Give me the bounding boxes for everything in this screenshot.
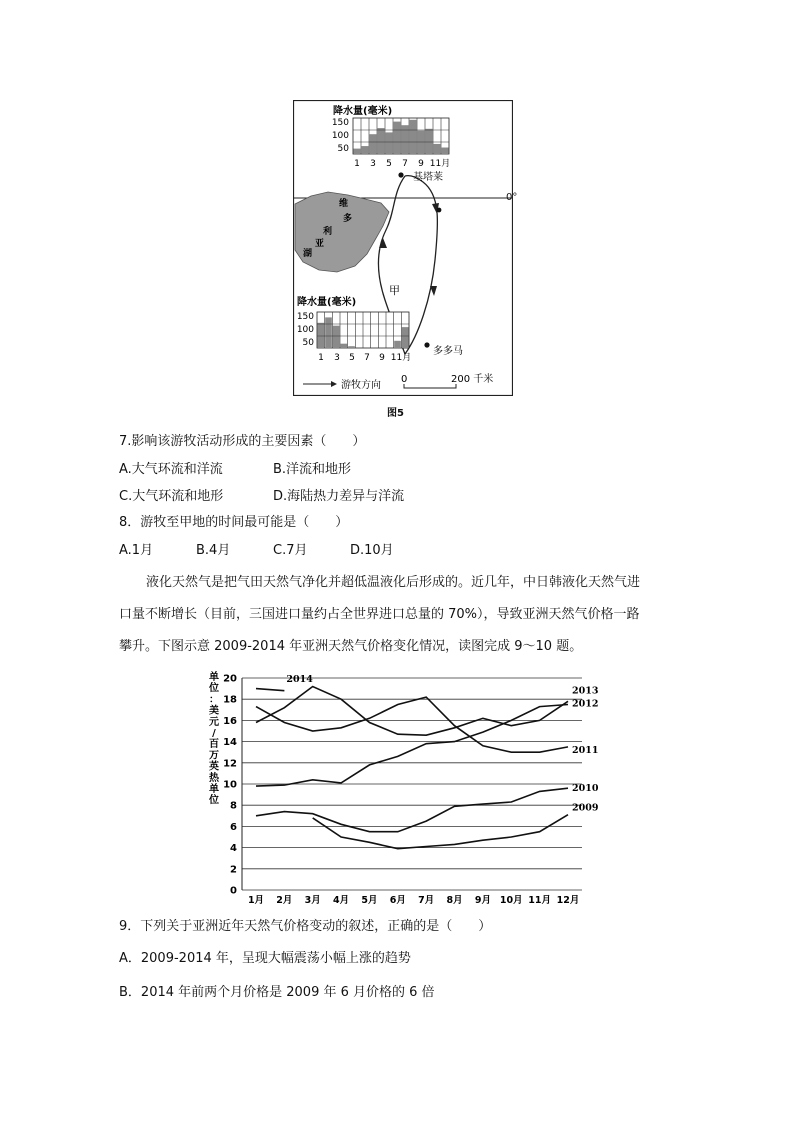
top-rain-bar-1 xyxy=(354,149,361,154)
bottom-rain-title: 降水量(毫米) xyxy=(297,297,357,308)
top-rain-bar-10 xyxy=(426,129,433,154)
bottom-month-7: 7 xyxy=(364,353,370,363)
bottom-ytick-50: 50 xyxy=(302,338,314,348)
q8-option-b: B.4月 xyxy=(196,543,231,558)
q8-option-c: C.7月 xyxy=(273,543,308,558)
bottom-rain-bar-5 xyxy=(348,346,355,348)
y-tick-label: 18 xyxy=(223,694,237,706)
legend-arrow-head xyxy=(331,381,337,387)
passage-line-1: 液化天然气是把气田天然气净化并超低温液化后形成的。近几年，中日韩液化天然气进 xyxy=(146,575,641,590)
series-label-2012: 2012 xyxy=(572,698,599,710)
y-axis-label-char: / xyxy=(212,728,216,739)
series-line-2014 xyxy=(256,689,284,691)
top-month-11: 11月 xyxy=(429,159,451,169)
bottom-rain-bar-2 xyxy=(325,317,332,348)
x-tick-label: 1月 xyxy=(247,895,265,906)
bottom-ytick-100: 100 xyxy=(296,325,314,335)
series-label-2013: 2013 xyxy=(572,685,599,697)
top-ytick-50: 50 xyxy=(337,144,349,154)
bottom-month-1: 1 xyxy=(318,353,324,363)
y-tick-label: 8 xyxy=(230,800,237,812)
top-rain-bar-12 xyxy=(442,148,449,154)
top-rain-bar-9 xyxy=(418,131,425,154)
bottom-rain-bar-4 xyxy=(341,344,348,348)
q8-option-d: D.10月 xyxy=(350,543,394,558)
y-tick-label: 12 xyxy=(223,758,237,770)
bottom-rain-bar-11 xyxy=(394,341,401,348)
y-axis-label-char: 单 xyxy=(209,784,219,795)
q7-option-c: C.大气环流和地形 xyxy=(119,489,224,504)
scale-zero: 0 xyxy=(401,374,408,385)
series-label-2010: 2010 xyxy=(572,783,599,795)
y-tick-label: 16 xyxy=(223,715,237,727)
x-tick-label: 9月 xyxy=(474,895,491,906)
top-rain-bar-8 xyxy=(410,120,417,154)
y-tick-label: 6 xyxy=(230,821,237,833)
east-point-dot xyxy=(437,208,442,213)
y-axis-label-char: 热 xyxy=(209,772,219,784)
figure-5-caption: 图5 xyxy=(387,408,404,419)
lake-char-3: 利 xyxy=(323,227,333,237)
top-ytick-100: 100 xyxy=(331,131,349,141)
series-label-2011: 2011 xyxy=(572,744,599,756)
place-jia: 甲 xyxy=(389,284,400,297)
passage-line-2: 口量不断增长（目前，三国进口量约占全世界进口总量的 70%），导致亚洲天然气价格一路 xyxy=(119,607,640,622)
x-tick-label: 6月 xyxy=(389,895,406,906)
lake-char-2: 多 xyxy=(343,214,353,224)
y-tick-label: 0 xyxy=(230,885,237,897)
bottom-rain-bar-3 xyxy=(333,326,340,348)
legend-label: 游牧方向 xyxy=(341,380,381,391)
q7-option-b: B.洋流和地形 xyxy=(273,462,352,477)
y-axis-label-char: 位 xyxy=(209,795,219,807)
x-tick-label: 4月 xyxy=(333,895,350,906)
figure-5-map xyxy=(293,100,513,396)
bottom-month-3: 3 xyxy=(334,353,340,363)
x-tick-label: 5月 xyxy=(361,895,378,906)
x-tick-label: 10月 xyxy=(499,895,523,906)
top-month-5: 5 xyxy=(386,159,392,169)
kitale-label: 基塔莱 xyxy=(413,172,443,183)
y-axis-label-char: 位 xyxy=(209,683,219,695)
top-rain-title: 降水量(毫米) xyxy=(333,106,393,117)
bottom-rain-chart xyxy=(317,312,409,348)
top-month-1: 1 xyxy=(354,159,360,169)
bottom-rain-bar-1 xyxy=(318,323,325,348)
lake-char-1: 维 xyxy=(339,199,349,209)
top-rain-bar-2 xyxy=(362,146,369,154)
lake-char-5: 湖 xyxy=(303,249,313,259)
top-month-9: 9 xyxy=(418,159,424,169)
passage-line-3: 攀升。下图示意 2009-2014 年亚洲天然气价格变化情况，读图完成 9～10 题。 xyxy=(119,639,583,654)
top-rain-bar-3 xyxy=(370,134,377,154)
top-rain-bar-4 xyxy=(378,128,385,154)
y-axis-label-char: 元 xyxy=(209,716,219,728)
x-tick-label: 3月 xyxy=(304,895,321,906)
y-axis-label-char: 美 xyxy=(209,705,219,717)
series-label-2009: 2009 xyxy=(572,802,599,814)
q7-stem: 7.影响该游牧活动形成的主要因素（ ） xyxy=(119,434,366,449)
top-month-7: 7 xyxy=(402,159,408,169)
y-axis-label-char: 单 xyxy=(209,672,219,683)
top-rain-chart xyxy=(353,118,449,154)
route-arrow-north xyxy=(379,238,387,248)
top-month-3: 3 xyxy=(370,159,376,169)
y-tick-label: 10 xyxy=(223,779,237,791)
dodoma-dot xyxy=(424,342,429,347)
gas-price-chart xyxy=(200,668,600,908)
top-rain-bar-6 xyxy=(394,122,401,154)
series-line-2012 xyxy=(256,705,568,787)
equator-label: 0° xyxy=(506,192,518,203)
q9-option-a: A．2009-2014 年，呈现大幅震荡小幅上涨的趋势 xyxy=(119,951,411,966)
bottom-month-9: 9 xyxy=(379,353,385,363)
top-ytick-150: 150 xyxy=(331,118,349,128)
q8-stem: 8．游牧至甲地的时间最可能是（ ） xyxy=(119,515,349,530)
route-arrow-south xyxy=(430,286,437,296)
kitale-dot xyxy=(398,172,403,177)
q8-option-a: A.1月 xyxy=(119,543,154,558)
x-tick-label: 2月 xyxy=(276,895,293,906)
bottom-month-11: 11月 xyxy=(390,353,412,363)
bottom-ytick-150: 150 xyxy=(296,312,314,322)
q7-option-a: A.大气环流和洋流 xyxy=(119,462,223,477)
y-tick-label: 14 xyxy=(223,737,237,749)
series-label-2014: 2014 xyxy=(286,674,313,686)
x-tick-label: 11月 xyxy=(528,895,552,906)
series-line-2009 xyxy=(313,815,568,849)
lake-char-4: 亚 xyxy=(315,239,325,249)
q9-stem: 9．下列关于亚洲近年天然气价格变动的叙述，正确的是（ ） xyxy=(119,919,492,934)
top-rain-bar-5 xyxy=(386,132,393,154)
x-tick-label: 8月 xyxy=(446,895,463,906)
y-tick-label: 4 xyxy=(230,843,237,855)
y-tick-label: 2 xyxy=(230,864,237,876)
scale-bar xyxy=(404,384,456,388)
y-axis-label-char: 万 xyxy=(209,750,219,762)
q7-option-d: D.海陆热力差异与洋流 xyxy=(273,489,405,504)
y-axis-label-char: 英 xyxy=(209,761,219,773)
x-tick-label: 12月 xyxy=(556,895,580,906)
y-axis-label-char: ： xyxy=(209,694,219,706)
top-rain-bar-7 xyxy=(402,125,409,154)
top-rain-bar-11 xyxy=(434,144,441,154)
bottom-rain-bar-12 xyxy=(402,327,409,348)
q9-option-b: B．2014 年前两个月价格是 2009 年 6 月价格的 6 倍 xyxy=(119,985,435,1000)
y-axis-label-char: 百 xyxy=(209,739,219,751)
scale-end: 200 千米 xyxy=(451,374,494,385)
bottom-month-5: 5 xyxy=(349,353,355,363)
series-line-2010 xyxy=(256,788,568,832)
y-tick-label: 20 xyxy=(223,673,237,685)
dodoma-label: 多多马 xyxy=(433,346,463,357)
x-tick-label: 7月 xyxy=(418,895,435,906)
